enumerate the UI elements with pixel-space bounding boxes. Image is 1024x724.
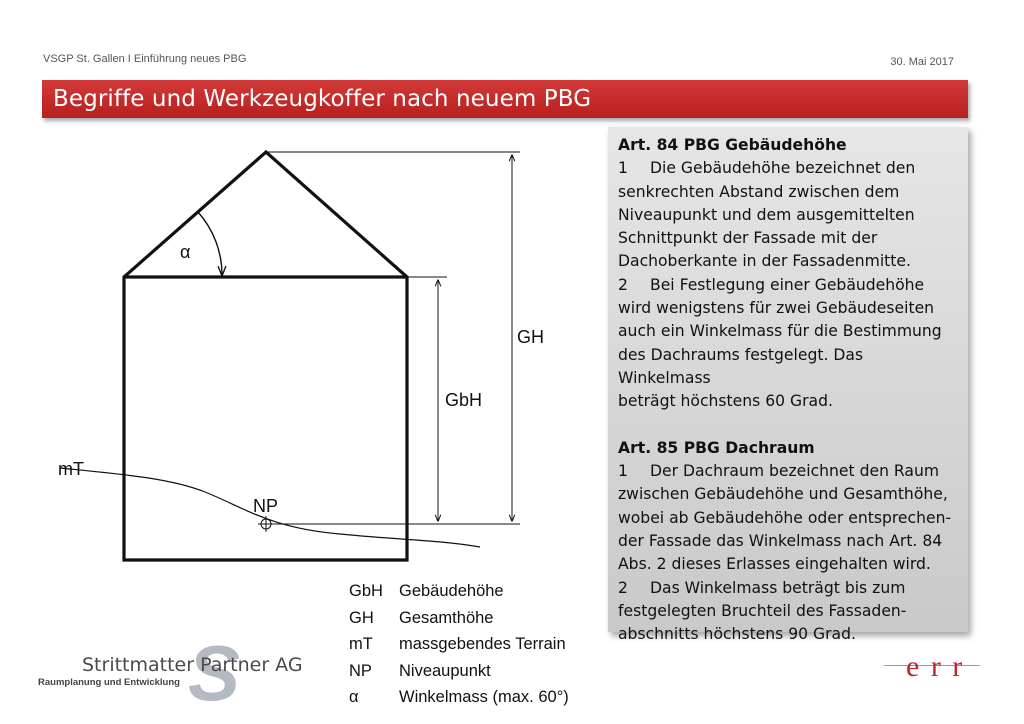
legend-row [349, 582, 569, 609]
text-line: wobei ab Gebäudehöhe oder entsprechen- [618, 508, 952, 527]
article-84-paragraph-2: 2 Bei Festlegung einer Gebäudehöhe [618, 275, 925, 294]
angle-arc [198, 212, 222, 275]
strittmatter-logo [38, 629, 303, 717]
legend-abbr: GH [349, 608, 374, 627]
article-85-paragraph-2: 2 Das Winkelmass beträgt bis zum [618, 578, 906, 597]
article-84-paragraph-1: 1 Die Gebäudehöhe bezeichnet den [618, 159, 916, 178]
legend-text: Niveaupunkt [399, 661, 491, 680]
gbh-label: GbH [445, 390, 483, 410]
legend-row [349, 662, 569, 689]
err-logo [884, 646, 984, 696]
text-line: zwischen Gebäudehöhe und Gesamthöhe, [618, 485, 948, 504]
strittmatter-s-mark: S [188, 629, 241, 717]
header-left-text: VSGP St. Gallen I Einführung neues PBG [43, 53, 247, 65]
text-line: auch ein Winkelmass für die Bestimmung [618, 322, 942, 341]
legend-text: Winkelmass (max. 60°) [399, 688, 569, 706]
text-line: beträgt höchstens 60 Grad. [618, 392, 833, 411]
legend-text: Gesamthöhe [399, 608, 494, 627]
gh-label: GH [517, 327, 544, 347]
text-line: der Fassade das Winkelmass nach Art. 84 [618, 532, 943, 551]
text-line: festgelegten Bruchteil des Fassaden- [618, 601, 907, 620]
text-line: abschnitts höchstens 90 Grad. [618, 625, 856, 644]
text-line: Niveaupunkt und dem ausgemittelten [618, 205, 915, 224]
mt-label: mT [58, 459, 84, 479]
article-text-box [608, 127, 968, 644]
legend-row [349, 635, 569, 662]
text-line: wird wenigstens für zwei Gebäudeseiten [618, 299, 935, 318]
legend-abbr: mT [349, 635, 373, 653]
err-logo-text: e r r [906, 650, 965, 683]
text-line: Dachoberkante in der Fassadenmitte. [618, 252, 911, 271]
legend-row [349, 688, 569, 715]
article-84-heading: Art. 84 PBG Gebäudehöhe [618, 136, 847, 154]
article-85-heading: Art. 85 PBG Dachraum [618, 438, 815, 457]
article-85-paragraph-1: 1 Der Dachraum bezeichnet den Raum [618, 462, 940, 481]
text-line: senkrechten Abstand zwischen dem [618, 182, 900, 201]
text-line: Schnittpunkt der Fassade mit der [618, 229, 878, 248]
page-title: Begriffe und Werkzeugkoffer nach neuem PBG [53, 86, 592, 112]
legend-text: massgebendes Terrain [399, 635, 566, 653]
text-line: des Dachraums festgelegt. Das Winkelmass [618, 345, 864, 387]
legend-text: Gebäudehöhe [399, 582, 504, 600]
legend-abbr: α [349, 688, 359, 706]
legend-abbr: NP [349, 661, 372, 680]
header-date: 30. Mai 2017 [890, 56, 954, 68]
strittmatter-name: Strittmatter Partner AG [82, 654, 303, 676]
text-line: Abs. 2 dieses Erlasses eingehalten wird. [618, 555, 931, 574]
alpha-label: α [180, 242, 191, 262]
np-label: NP [253, 496, 279, 516]
building-diagram [0, 0, 600, 580]
strittmatter-subtitle: Raumplanung und Entwicklung [38, 677, 180, 688]
legend-abbr: GbH [349, 582, 383, 600]
legend [349, 582, 569, 715]
legend-row [349, 609, 569, 636]
